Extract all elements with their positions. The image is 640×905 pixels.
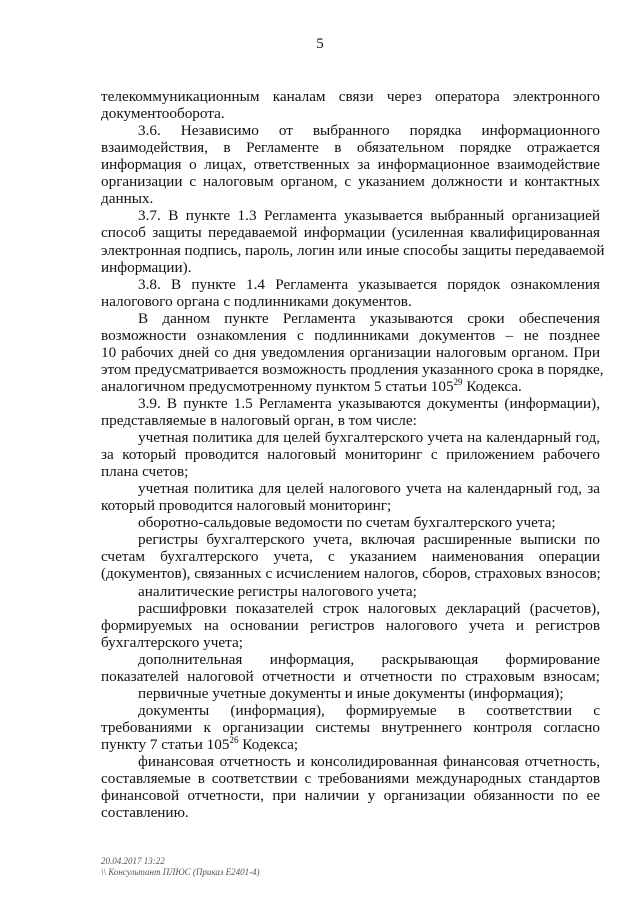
text-line-content: организации с налоговым органом, с указанием должности и контактных bbox=[101, 173, 600, 191]
text-line-content: способ защиты передаваемой информации (усиленная квалифицированная bbox=[101, 224, 600, 242]
text-line-content: расшифровки показателей строк налоговых деклараций (расчетов), bbox=[138, 599, 600, 617]
text-line-content: аналогичном предусмотренному пунктом 5 статьи 105 bbox=[101, 377, 454, 395]
text-line-content: 3.6. Независимо от выбранного порядка информационного bbox=[138, 122, 600, 140]
text-line-content: (документов), связанных с исчислением налогов, сборов, страховых взносов; bbox=[101, 565, 601, 583]
text-line-tail: Кодекса. bbox=[462, 377, 522, 395]
text-line-content: за который проводится налоговый мониторинг с приложением рабочего bbox=[101, 446, 600, 464]
text-line-content: возможности ознакомления с подлинниками документов – не позднее bbox=[101, 326, 600, 344]
footer-path: \\ Консультант ПЛЮС (Приказ E2401-4) bbox=[101, 867, 260, 877]
article-superscript: 29 bbox=[453, 376, 463, 387]
footer-timestamp: 20.04.2017 13:22 bbox=[101, 856, 165, 866]
text-line bbox=[101, 803, 600, 822]
text-line-content: 10 рабочих дней со дня уведомления организации налоговым органом. При bbox=[101, 343, 600, 361]
text-line-content: представляемые в налоговый орган, в том числе: bbox=[101, 411, 417, 429]
footer-stamp bbox=[101, 856, 260, 878]
text-line-content: формируемых на основании регистров налогового учета и регистров bbox=[101, 616, 600, 634]
text-line-content: телекоммуникационным каналам связи через оператора электронного bbox=[101, 88, 600, 105]
text-line-content: информация о лицах, ответственных за информационное взаимодействие bbox=[101, 156, 600, 174]
text-line-content: аналитические регистры налогового учета; bbox=[138, 582, 417, 600]
text-line-content: этом предусматривается возможность продления указанного срока в порядке, bbox=[101, 360, 604, 378]
text-line-content: который проводится налоговый мониторинг; bbox=[101, 497, 392, 515]
text-line-content: оборотно-сальдовые ведомости по счетам бухгалтерского учета; bbox=[138, 514, 556, 532]
text-line-content: требованиями к организации системы внутреннего контроля согласно bbox=[101, 718, 600, 736]
text-line-content: электронная подпись, пароль, логин или иные способы защиты передаваемой bbox=[101, 241, 605, 259]
text-line-content: учетная политика для целей налогового учета на календарный год, за bbox=[138, 480, 600, 498]
text-line-content: данных. bbox=[101, 190, 154, 208]
text-line-content: документы (информация), формируемые в соответствии с bbox=[138, 701, 600, 719]
text-line-content: первичные учетные документы и иные документы (информация); bbox=[138, 684, 564, 702]
text-line-content: 3.9. В пункте 1.5 Регламента указываются документы (информации), bbox=[138, 394, 600, 412]
text-line-content: 3.8. В пункте 1.4 Регламента указывается порядок ознакомления bbox=[138, 275, 600, 293]
text-line-content: финансовой отчетности, при наличии у организации обязанности по ее bbox=[101, 787, 600, 805]
text-line-content: составлению. bbox=[101, 804, 189, 822]
text-line-content: учетная политика для целей бухгалтерского учета на календарный год, bbox=[138, 429, 600, 446]
text-line-content: плана счетов; bbox=[101, 463, 189, 481]
text-line-content: информации). bbox=[101, 258, 192, 276]
text-line-content: финансовая отчетность и консолидированная финансовая отчетность, bbox=[138, 753, 600, 770]
text-line-content: пункту 7 статьи 105 bbox=[101, 735, 230, 753]
text-line-content: документооборота. bbox=[101, 105, 225, 122]
text-line-content: показателей налоговой отчетности и отчетности по страховым взносам; bbox=[101, 667, 600, 685]
text-line-content: регистры бухгалтерского учета, включая расширенные выписки по bbox=[138, 531, 600, 549]
text-line-content: составляемые в соответствии с требованиями международных стандартов bbox=[101, 770, 600, 787]
text-line-content: счетам бухгалтерского учета, с указанием наименования операции bbox=[101, 548, 600, 566]
text-line-tail: Кодекса; bbox=[238, 735, 299, 753]
text-line-content: В данном пункте Регламента указываются сроки обеспечения bbox=[138, 309, 600, 327]
text-line-content: налогового органа с подлинниками документов. bbox=[101, 292, 412, 310]
text-line-content: дополнительная информация, раскрывающая формирование bbox=[138, 650, 600, 668]
page-number: 5 bbox=[316, 36, 324, 52]
text-line-content: 3.7. В пункте 1.3 Регламента указывается выбранный организацией bbox=[138, 207, 600, 225]
text-line-content: взаимодействия, в Регламенте в обязательном порядке отражается bbox=[101, 139, 600, 157]
article-superscript: 26 bbox=[229, 734, 239, 745]
text-line-content: бухгалтерского учета; bbox=[101, 633, 243, 651]
